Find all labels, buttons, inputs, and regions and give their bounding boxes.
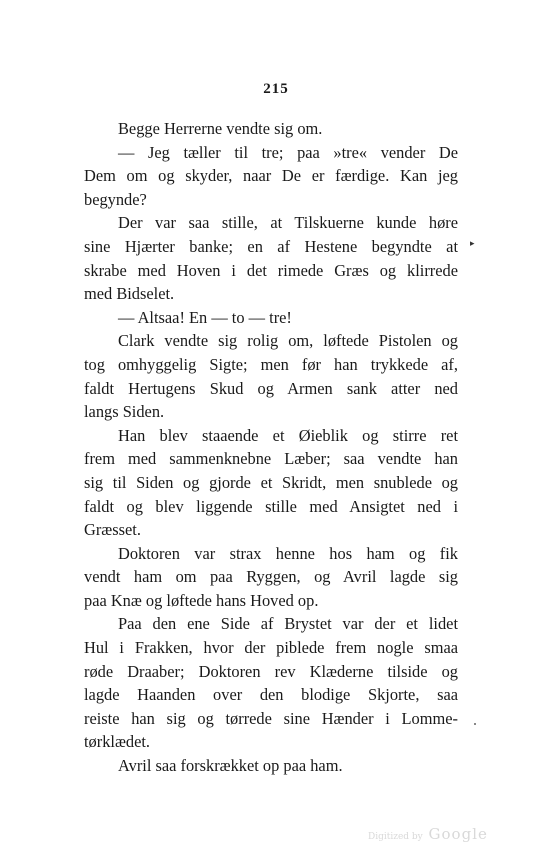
watermark <box>368 825 488 843</box>
text-line: tørklædet. <box>84 732 151 752</box>
watermark-brand: Google <box>428 825 488 843</box>
text-line: Clark vendte sig rolig om, løftede Pistolen og <box>118 331 458 351</box>
text-line: skrabe med Hoven i det rimede Græs og klirrede <box>84 260 458 280</box>
text-line: Dem om og skyder, naar De er færdige. Kan jeg <box>84 166 458 186</box>
text-line: langs Siden. <box>84 402 165 422</box>
text-line: røde Draaber; Doktoren rev Klæderne tilside og <box>84 661 458 681</box>
text-line: — Altsaa! En — to — tre! <box>118 307 292 327</box>
text-line: Græsset. <box>84 520 141 540</box>
ink-speck <box>474 723 476 725</box>
margin-mark: ▸ <box>470 238 475 248</box>
text-line: — Jeg tæller til tre; paa »tre« vender De <box>118 142 458 162</box>
text-line: sig til Siden og gjorde et Skridt, men snublede og <box>84 472 458 492</box>
text-line: Doktoren var strax henne hos ham og fik <box>118 543 458 563</box>
text-line: vendt ham om paa Ryggen, og Avril lagde sig <box>84 567 458 587</box>
text-line: faldt og blev liggende stille med Ansigtet ned i <box>84 496 458 516</box>
watermark-prefix: Digitized by <box>368 832 423 842</box>
text-line: Hul i Frakken, hvor der piblede frem nogle smaa <box>84 638 458 658</box>
body-text <box>84 117 458 778</box>
text-line: lagde Haanden over den blodige Skjorte, saa <box>84 685 458 705</box>
text-line: Avril saa forskrækket op paa ham. <box>118 756 343 776</box>
text-line: reiste han sig og tørrede sine Hænder i Lomme- <box>84 708 458 728</box>
text-line: faldt Hertugens Skud og Armen sank atter ned <box>84 378 458 398</box>
text-line: begynde? <box>84 189 147 209</box>
text-line: sine Hjærter banke; en af Hestene begyndte at <box>84 236 458 256</box>
text-line: tog omhyggelig Sigte; men før han trykkede af, <box>84 354 458 374</box>
text-line: paa Knæ og løftede hans Hoved op. <box>84 590 319 610</box>
page-number: 215 <box>263 81 289 97</box>
text-line: Paa den ene Side af Brystet var der et lidet <box>118 614 458 634</box>
text-line: Han blev staaende et Øieblik og stirre ret <box>118 425 458 445</box>
text-line: Der var saa stille, at Tilskuerne kunde høre <box>118 213 458 233</box>
text-line: Begge Herrerne vendte sig om. <box>118 119 323 138</box>
text-line: med Bidselet. <box>84 284 175 304</box>
text-line: frem med sammenknebne Læber; saa vendte han <box>84 449 458 469</box>
